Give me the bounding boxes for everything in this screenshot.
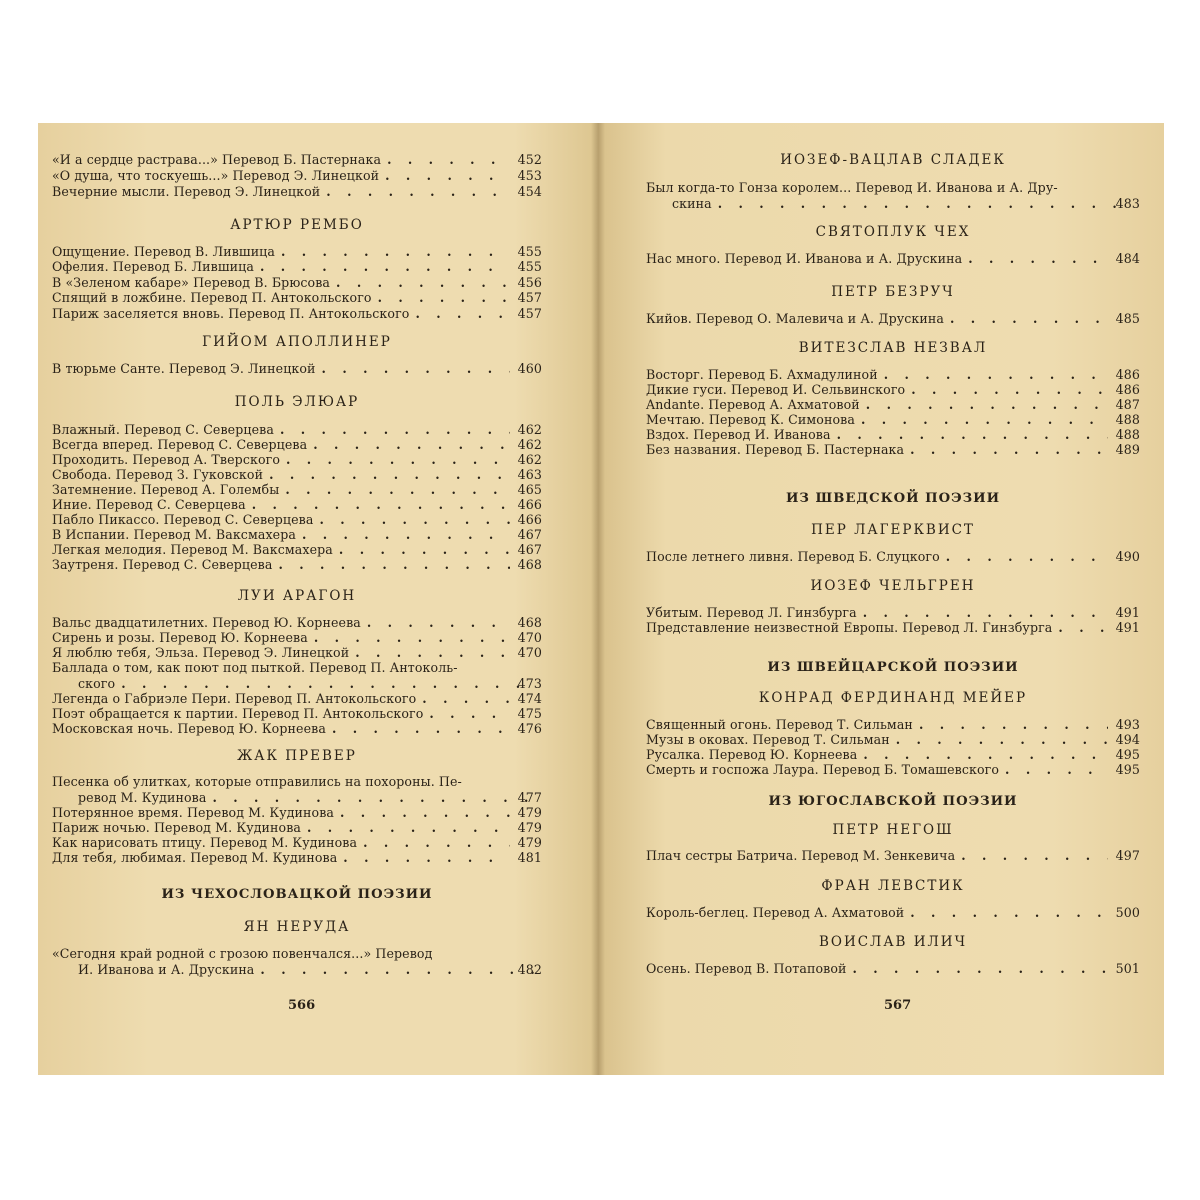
toc-entry-page: 453	[517, 168, 542, 183]
leader-dots	[269, 467, 510, 483]
leader-dots	[286, 452, 510, 468]
toc-entry	[646, 251, 1140, 267]
toc-entry-page: 486	[1115, 367, 1140, 382]
toc-entry-title: Свобода. Перевод З. Гуковской	[52, 467, 264, 482]
toc-entry	[646, 382, 1140, 398]
section-heading: ИЗ ЮГОСЛАВСКОЙ ПОЭЗИИ	[768, 794, 1018, 809]
toc-entry	[52, 946, 542, 977]
toc-entry-title: Вздох. Перевод И. Иванова	[646, 427, 831, 442]
toc-entry-title: В тюрьме Санте. Перевод Э. Линецкой	[52, 361, 316, 376]
toc-entry-title: Представление неизвестной Европы. Перевод Л. Гинзбурга	[646, 620, 1053, 635]
leader-dots	[415, 306, 510, 322]
author-heading: ЯН НЕРУДА	[243, 919, 351, 935]
toc-entry-title: Песенка об улитках, которые отправились на похороны. Пе-	[52, 774, 462, 789]
toc-entry-page: 501	[1115, 961, 1140, 976]
toc-entry-title: Баллада о том, как поют под пыткой. Перевод П. Антоколь-	[52, 660, 458, 675]
toc-entry-page: 476	[517, 721, 542, 736]
toc-entry	[52, 497, 542, 513]
toc-entry	[646, 427, 1140, 443]
toc-entry-page: 455	[517, 259, 542, 274]
toc-entry	[52, 691, 542, 707]
toc-entry	[646, 367, 1140, 383]
author-heading: АРТЮР РЕМБО	[230, 217, 364, 233]
toc-entry-title: В Испании. Перевод М. Ваксмахера	[52, 527, 296, 542]
toc-entry-page: 467	[517, 527, 542, 542]
leader-dots	[281, 244, 510, 260]
author-heading: ЛУИ АРАГОН	[237, 588, 357, 604]
leader-dots	[343, 850, 510, 866]
leader-dots	[853, 961, 1108, 977]
toc-entry-page: 488	[1115, 412, 1140, 427]
toc-entry-page: 493	[1115, 717, 1140, 732]
author-heading: ЖАК ПРЕВЕР	[237, 748, 357, 764]
leader-dots	[385, 168, 510, 184]
author-heading: ГИЙОМ АПОЛЛИНЕР	[202, 334, 392, 350]
leader-dots	[718, 196, 1134, 212]
toc-entry	[52, 422, 542, 438]
toc-entry	[646, 762, 1140, 778]
toc-entry-title: Офелия. Перевод Б. Лившица	[52, 259, 254, 274]
toc-entry-page: 457	[517, 306, 542, 321]
toc-entry	[52, 437, 542, 453]
leader-dots	[968, 251, 1108, 267]
toc-entry	[52, 774, 542, 805]
toc-entry-page: 483	[1115, 195, 1140, 211]
toc-entry-title: Легенда о Габриэле Пери. Перевод П. Антокольского	[52, 691, 417, 706]
toc-entry-title: Восторг. Перевод Б. Ахмадулиной	[646, 367, 878, 382]
toc-entry-title-continued: И. Иванова и А. Друскина	[78, 961, 255, 977]
leader-dots	[896, 732, 1108, 748]
toc-entry	[52, 835, 542, 851]
toc-entry	[52, 660, 542, 691]
toc-entry-title: Потерянное время. Перевод М. Кудинова	[52, 805, 335, 820]
toc-entry-page: 468	[517, 615, 542, 630]
toc-entry-page: 491	[1115, 620, 1140, 635]
leader-dots	[314, 630, 510, 646]
toc-entry-title: Andante. Перевод А. Ахматовой	[646, 397, 860, 412]
left-folio: 566	[288, 998, 316, 1013]
toc-entry-page: 462	[517, 452, 542, 467]
toc-entry-page: 481	[517, 850, 542, 865]
toc-entry-page: 462	[517, 422, 542, 437]
book-gutter	[591, 123, 605, 1075]
toc-entry	[646, 180, 1140, 211]
toc-entry-page: 497	[1115, 848, 1140, 863]
leader-dots	[363, 835, 510, 851]
leader-dots	[950, 311, 1108, 327]
toc-entry-page: 485	[1115, 311, 1140, 326]
toc-entry	[52, 452, 542, 468]
toc-entry	[52, 527, 542, 543]
toc-entry-page: 462	[517, 437, 542, 452]
leader-dots	[212, 790, 536, 806]
toc-entry	[646, 961, 1140, 977]
leader-dots	[332, 721, 510, 737]
toc-entry-title: Иние. Перевод С. Северцева	[52, 497, 246, 512]
section-heading: ИЗ ШВЕЙЦАРСКОЙ ПОЭЗИИ	[767, 660, 1019, 675]
toc-entry	[646, 412, 1140, 428]
toc-entry-title: Священный огонь. Перевод Т. Сильман	[646, 717, 913, 732]
toc-entry-title: Убитым. Перевод Л. Гинзбурга	[646, 605, 857, 620]
toc-entry-page: 457	[517, 290, 542, 305]
toc-entry-title: Затемнение. Перевод А. Голембы	[52, 482, 280, 497]
toc-entry-title: Поэт обращается к партии. Перевод П. Антокольского	[52, 706, 424, 721]
toc-entry-page: 495	[1115, 747, 1140, 762]
toc-entry-page: 486	[1115, 382, 1140, 397]
toc-entry-page: 479	[517, 805, 542, 820]
leader-dots	[837, 427, 1108, 443]
leader-dots	[1005, 762, 1108, 778]
leader-dots	[260, 259, 510, 275]
toc-entry-title: Всегда вперед. Перевод С. Северцева	[52, 437, 308, 452]
leader-dots	[313, 437, 510, 453]
toc-entry	[52, 850, 542, 866]
author-heading: ИОЗЕФ ЧЕЛЬГРЕН	[810, 578, 976, 594]
toc-entry-page: 477	[517, 789, 542, 805]
toc-entry-title: Кийов. Перевод О. Малевича и А. Друскина	[646, 311, 944, 326]
toc-entry-page: 468	[517, 557, 542, 572]
leader-dots	[911, 382, 1108, 398]
toc-entry-page: 482	[517, 961, 542, 977]
toc-entry-page: 495	[1115, 762, 1140, 777]
leader-dots	[252, 497, 510, 513]
toc-entry-title-continued: ревод М. Кудинова	[78, 789, 207, 805]
toc-entry	[52, 557, 542, 573]
toc-entry-page: 463	[517, 467, 542, 482]
toc-entry-title: Влажный. Перевод С. Северцева	[52, 422, 274, 437]
toc-entry	[52, 805, 542, 821]
leader-dots	[422, 691, 510, 707]
leader-dots	[260, 962, 536, 978]
author-heading: ПЕТР БЕЗРУЧ	[831, 284, 955, 300]
leader-dots	[387, 152, 510, 168]
toc-entry-page: 466	[517, 497, 542, 512]
leader-dots	[355, 645, 510, 661]
toc-entry-title: Как нарисовать птицу. Перевод М. Кудинова	[52, 835, 358, 850]
toc-entry-title: Король-беглец. Перевод А. Ахматовой	[646, 905, 905, 920]
toc-entry-title: Нас много. Перевод И. Иванова и А. Друскина	[646, 251, 963, 266]
toc-entry	[646, 605, 1140, 621]
toc-entry	[52, 244, 542, 260]
leader-dots	[866, 397, 1108, 413]
author-heading: КОНРАД ФЕРДИНАНД МЕЙЕР	[758, 690, 1028, 706]
toc-entry-title: Я люблю тебя, Эльза. Перевод Э. Линецкой	[52, 645, 350, 660]
leader-dots	[367, 615, 510, 631]
toc-entry-title: Музы в оковах. Перевод Т. Сильман	[646, 732, 890, 747]
toc-entry-page: 488	[1115, 427, 1140, 442]
toc-entry	[52, 482, 542, 498]
toc-entry	[52, 512, 542, 528]
toc-entry-page: 460	[517, 361, 542, 376]
leader-dots	[278, 557, 510, 573]
leader-dots	[429, 706, 510, 722]
leader-dots	[336, 275, 510, 291]
toc-entry-title: Осень. Перевод В. Потаповой	[646, 961, 847, 976]
toc-entry	[52, 721, 542, 737]
toc-entry-title: Ощущение. Перевод В. Лившица	[52, 244, 275, 259]
toc-entry-page: 490	[1115, 549, 1140, 564]
leader-dots	[302, 527, 510, 543]
toc-entry-page: 474	[517, 691, 542, 706]
toc-entry-title-continued: скина	[672, 195, 712, 211]
section-heading: ИЗ ШВЕДСКОЙ ПОЭЗИИ	[785, 491, 1001, 506]
toc-entry-title: «И а сердце растрава...» Перевод Б. Пастернака	[52, 152, 382, 167]
toc-entry	[646, 311, 1140, 327]
toc-entry-page: 473	[517, 675, 542, 691]
toc-entry-page: 456	[517, 275, 542, 290]
leader-dots	[863, 747, 1108, 763]
toc-entry-title: Московская ночь. Перевод Ю. Корнеева	[52, 721, 326, 736]
toc-entry-title: Заутреня. Перевод С. Северцева	[52, 557, 273, 572]
toc-entry-page: 475	[517, 706, 542, 721]
toc-entry	[646, 747, 1140, 763]
toc-entry-title: Для тебя, любимая. Перевод М. Кудинова	[52, 850, 338, 865]
toc-entry-page: 466	[517, 512, 542, 527]
toc-entry-title: В «Зеленом кабаре» Перевод В. Брюсова	[52, 275, 331, 290]
toc-entry-title: «О душа, что тоскуешь...» Перевод Э. Линецкой	[52, 168, 380, 183]
toc-entry	[646, 732, 1140, 748]
toc-entry	[646, 442, 1140, 458]
leader-dots	[961, 848, 1108, 864]
toc-entry-page: 465	[517, 482, 542, 497]
toc-entry	[646, 397, 1140, 413]
leader-dots	[884, 367, 1108, 383]
toc-entry-title: Пабло Пикассо. Перевод С. Северцева	[52, 512, 314, 527]
toc-entry-title: Плач сестры Батрича. Перевод М. Зенкевича	[646, 848, 956, 863]
toc-entry	[52, 184, 542, 200]
toc-entry	[646, 620, 1140, 636]
toc-entry	[52, 275, 542, 291]
author-heading: ПОЛЬ ЭЛЮАР	[234, 394, 360, 410]
toc-entry-page: 500	[1115, 905, 1140, 920]
author-heading: ПЕТР НЕГОШ	[832, 822, 954, 838]
toc-entry-title: Русалка. Перевод Ю. Корнеева	[646, 747, 858, 762]
toc-entry-page: 484	[1115, 251, 1140, 266]
toc-entry	[52, 290, 542, 306]
leader-dots	[919, 717, 1108, 733]
toc-entry-title: Вальс двадцатилетних. Перевод Ю. Корнеева	[52, 615, 361, 630]
author-heading: ФРАН ЛЕВСТИК	[821, 878, 965, 894]
leader-dots	[1058, 620, 1108, 636]
right-folio: 567	[884, 998, 912, 1013]
toc-entry	[52, 645, 542, 661]
author-heading: ВИТЕЗСЛАВ НЕЗВАЛ	[798, 340, 988, 356]
toc-entry-page: 494	[1115, 732, 1140, 747]
toc-entry-page: 491	[1115, 605, 1140, 620]
toc-entry	[52, 259, 542, 275]
toc-entry-page: 452	[517, 152, 542, 167]
toc-entry	[646, 905, 1140, 921]
toc-entry	[52, 467, 542, 483]
leader-dots	[863, 605, 1108, 621]
toc-entry-page: 479	[517, 835, 542, 850]
author-heading: ПЕР ЛАГЕРКВИСТ	[811, 522, 975, 538]
toc-entry	[52, 168, 542, 184]
toc-entry	[646, 717, 1140, 733]
leader-dots	[340, 805, 510, 821]
leader-dots	[326, 184, 510, 200]
toc-entry-title: Спящий в ложбине. Перевод П. Антокольского	[52, 290, 372, 305]
toc-entry-title: Сирень и розы. Перевод Ю. Корнеева	[52, 630, 308, 645]
leader-dots	[322, 361, 510, 377]
section-heading: ИЗ ЧЕХОСЛОВАЦКОЙ ПОЭЗИИ	[161, 887, 433, 902]
toc-entry-page: 467	[517, 542, 542, 557]
toc-entry-title: Смерть и госпожа Лаура. Перевод Б. Томашевского	[646, 762, 1000, 777]
toc-entry-page: 454	[517, 184, 542, 199]
leader-dots	[121, 676, 536, 692]
toc-entry-title: Вечерние мысли. Перевод Э. Линецкой	[52, 184, 321, 199]
toc-entry-page: 479	[517, 820, 542, 835]
toc-entry-page: 470	[517, 645, 542, 660]
toc-entry	[52, 706, 542, 722]
toc-entry	[52, 306, 542, 322]
toc-entry-title: Париж ночью. Перевод М. Кудинова	[52, 820, 302, 835]
leader-dots	[946, 549, 1108, 565]
toc-entry	[52, 361, 542, 377]
leader-dots	[910, 905, 1108, 921]
toc-entry-title: Дикие гуси. Перевод И. Сельвинского	[646, 382, 906, 397]
toc-entry-title-continued: ского	[78, 675, 116, 691]
toc-entry-page: 487	[1115, 397, 1140, 412]
leader-dots	[861, 412, 1108, 428]
toc-entry-title: Проходить. Перевод А. Тверского	[52, 452, 281, 467]
leader-dots	[285, 482, 510, 498]
toc-entry	[52, 542, 542, 558]
toc-entry	[52, 820, 542, 836]
author-heading: ВОИСЛАВ ИЛИЧ	[818, 934, 968, 950]
toc-entry-title: Мечтаю. Перевод К. Симонова	[646, 412, 855, 427]
toc-entry-title: «Сегодня край родной с грозою повенчался...» Перевод	[52, 946, 433, 961]
leader-dots	[339, 542, 510, 558]
author-heading: ИОЗЕФ-ВАЦЛАВ СЛАДЕК	[780, 152, 1006, 168]
leader-dots	[319, 512, 510, 528]
toc-entry-title: Париж заселяется вновь. Перевод П. Антокольского	[52, 306, 410, 321]
leader-dots	[378, 290, 510, 306]
toc-entry	[646, 848, 1140, 864]
toc-entry	[52, 152, 542, 168]
toc-entry-page: 455	[517, 244, 542, 259]
toc-entry	[52, 615, 542, 631]
toc-entry-title: Легкая мелодия. Перевод М. Ваксмахера	[52, 542, 333, 557]
toc-entry-page: 470	[517, 630, 542, 645]
toc-entry-title: Без названия. Перевод Б. Пастернака	[646, 442, 905, 457]
toc-entry	[52, 630, 542, 646]
toc-entry-title: Был когда-то Гонза королем... Перевод И. Иванова и А. Дру-	[646, 180, 1058, 195]
author-heading: СВЯТОПЛУК ЧЕХ	[815, 224, 971, 240]
leader-dots	[910, 442, 1108, 458]
toc-entry	[646, 549, 1140, 565]
toc-entry-page: 489	[1115, 442, 1140, 457]
toc-entry-title: После летнего ливня. Перевод Б. Слуцкого	[646, 549, 940, 564]
leader-dots	[307, 820, 510, 836]
leader-dots	[280, 422, 510, 438]
